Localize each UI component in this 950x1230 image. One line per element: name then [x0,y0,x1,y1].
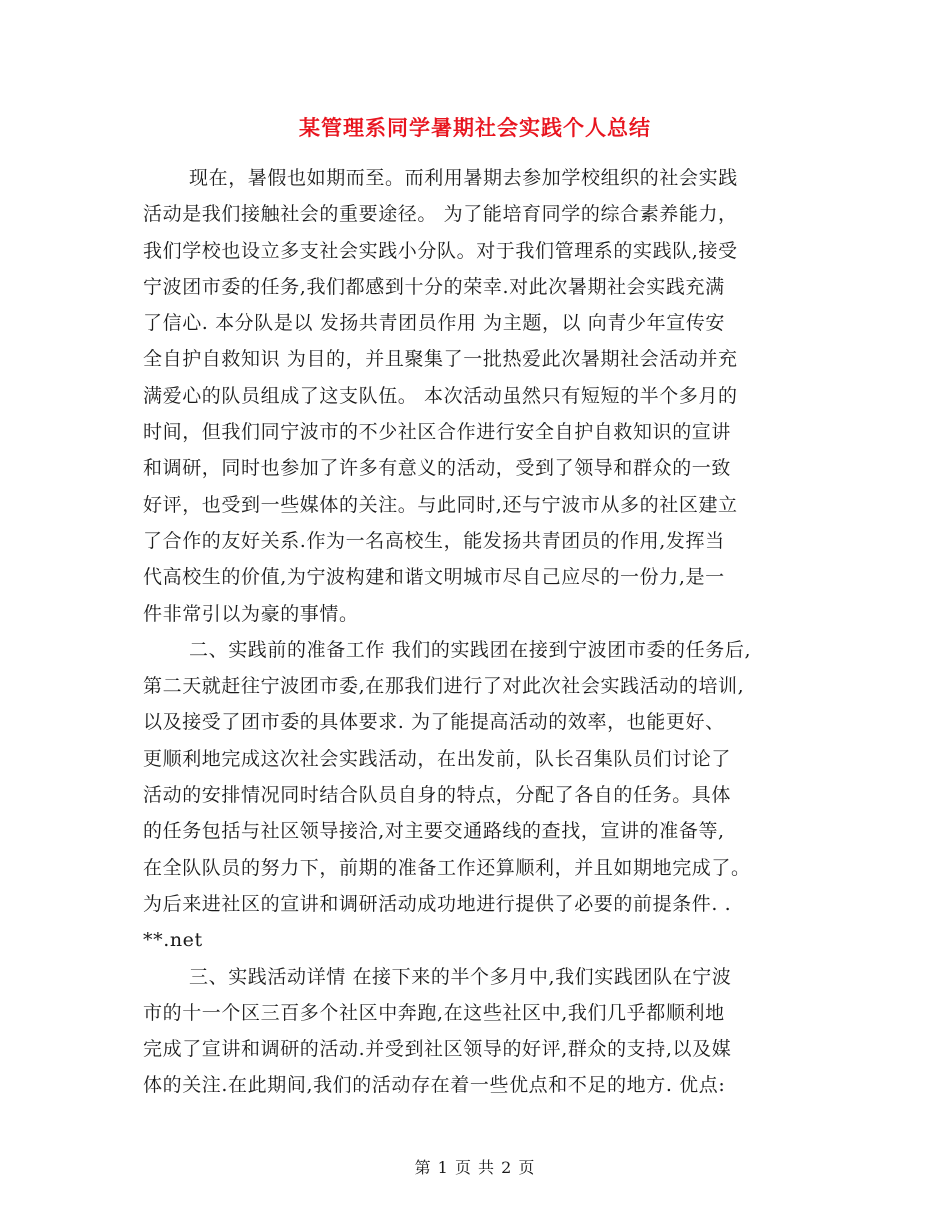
source-line: **.net [143,929,203,952]
paragraph-line: 时间，但我们同宁波市的不少社区合作进行安全自护自救知识的宣讲 [143,421,732,444]
paragraph-line: 了合作的友好关系.作为一名高校生，能发扬共青团员的作用,发挥当 [143,529,725,552]
paragraph-line: 活动是我们接触社会的重要途径。 为了能培育同学的综合素养能力， [143,203,738,226]
paragraph-line: 完成了宣讲和调研的活动.并受到社区领导的好评,群众的支持,以及媒 [143,1038,732,1061]
paragraph-line: 以及接受了团市委的具体要求. 为了能提高活动的效率，也能更好、 [143,711,725,734]
paragraph-line: 的任务包括与社区领导接洽,对主要交通路线的查找，宣讲的准备等, [143,820,725,843]
paragraph-line: 市的十一个区三百多个社区中奔跑,在这些社区中,我们几乎都顺利地 [143,1001,725,1024]
paragraph-line: 为后来进社区的宣讲和调研活动成功地进行提供了必要的前提条件. . [143,892,732,915]
paragraph-line: 宁波团市委的任务,我们都感到十分的荣幸.对此次暑期社会实践充满 [143,275,725,298]
paragraph-line: 现在，暑假也如期而至。而利用暑期去参加学校组织的社会实践 [189,167,738,189]
paragraph-line: 活动的安排情况同时结合队员自身的特点，分配了各自的任务。具体 [143,784,732,807]
page-footer: 第 1 页 共 2 页 [414,1158,536,1177]
paragraph-line: 件非常引以为豪的事情。 [143,602,359,625]
paragraph-line: 全自护自救知识 为目的，并且聚集了一批热爱此次暑期社会活动并充 [143,348,738,371]
paragraph-line: 我们学校也设立多支社会实践小分队。对于我们管理系的实践队,接受 [143,239,738,262]
section-heading-line: 二、实践前的准备工作 我们的实践团在接到宁波团市委的任务后, [189,638,752,661]
paragraph-line: 在全队队员的努力下，前期的准备工作还算顺利，并且如期地完成了。 [143,856,751,879]
paragraph-line: 体的关注.在此期间,我们的活动存在着一些优点和不足的地方. 优点: [143,1074,726,1097]
paragraph-line: 了信心. 本分队是以 发扬共青团员作用 为主题，以 向青少年宣传安 [143,312,725,335]
section-heading-line: 三、实践活动详情 在接下来的半个多月中,我们实践团队在宁波 [189,965,732,988]
paragraph-line: 代高校生的价值,为宁波构建和谐文明城市尽自己应尽的一份力,是一 [143,566,725,589]
document-title: 某管理系同学暑期社会实践个人总结 [299,115,651,140]
paragraph-line: 和调研，同时也参加了许多有意义的活动，受到了领导和群众的一致 [143,457,732,480]
paragraph-line: 第二天就赶往宁波团市委,在那我们进行了对此次社会实践活动的培训, [143,675,745,698]
paragraph-line: 满爱心的队员组成了这支队伍。 本次活动虽然只有短短的半个多月的 [143,384,738,407]
paragraph-line: 更顺利地完成这次社会实践活动，在出发前，队长召集队员们讨论了 [143,747,732,770]
paragraph-line: 好评，也受到一些媒体的关注。与此同时,还与宁波市从多的社区建立 [143,493,738,516]
document-body [143,160,811,1104]
